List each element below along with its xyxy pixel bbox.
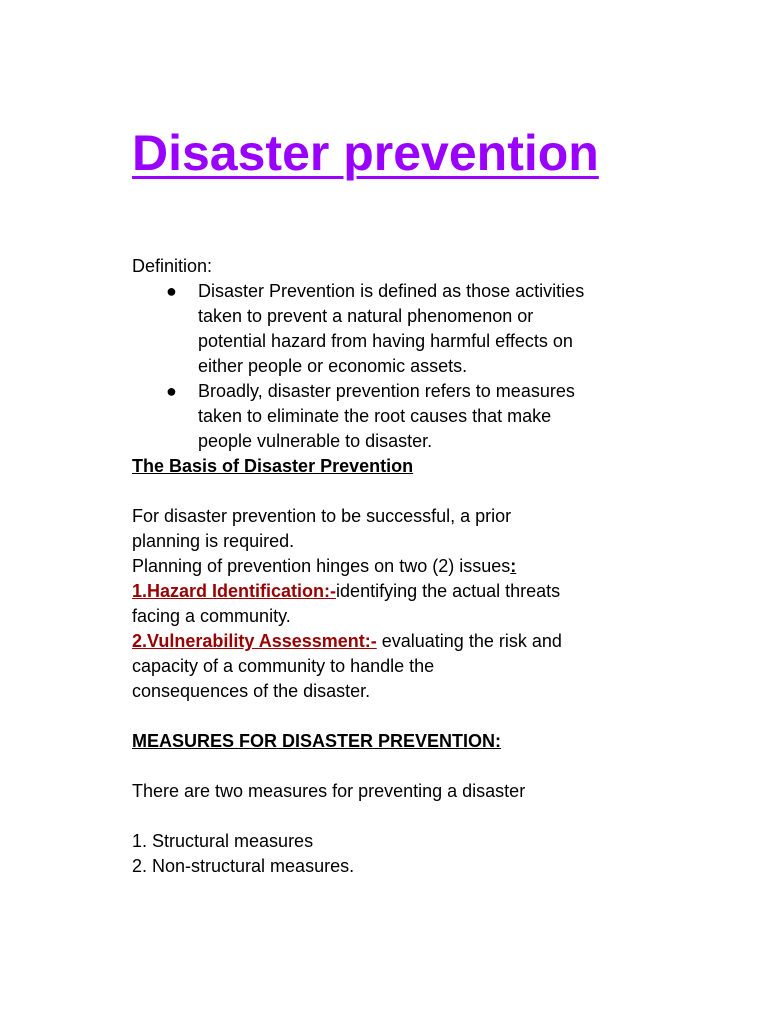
hazard-label: 1.Hazard Identification <box>132 581 325 601</box>
definition-bullet <box>132 279 652 379</box>
bullet-text-line: people vulnerable to disaster. <box>198 431 433 451</box>
hazard-text: identifying the actual threats <box>336 581 561 601</box>
blank-line <box>132 704 652 729</box>
vulnerability-text: evaluating the risk and <box>376 631 562 651</box>
planning-colon: : <box>510 556 517 576</box>
document-body <box>132 254 652 879</box>
basis-text-line: planning is required. <box>132 531 295 551</box>
definition-label: Definition: <box>132 256 213 276</box>
blank-line <box>132 804 652 829</box>
basis-heading: The Basis of Disaster Prevention <box>132 456 414 476</box>
bullet-text-line: Broadly, disaster prevention refers to measures <box>198 381 575 401</box>
page-title: Disaster prevention <box>132 125 599 181</box>
hazard-text-cont: facing a community. <box>132 606 291 626</box>
bullet-text-line: potential hazard from having harmful effects on <box>198 331 573 351</box>
vulnerability-label: 2.Vulnerability Assessment:- <box>132 631 377 651</box>
measures-list-item: 1. Structural measures <box>132 831 314 851</box>
planning-line <box>132 554 652 579</box>
bullet-icon: ● <box>166 381 177 401</box>
bullet-text-line: taken to eliminate the root causes that make <box>198 406 552 426</box>
measures-list-item: 2. Non-structural measures. <box>132 856 355 876</box>
blank-line <box>132 754 652 779</box>
bullet-text-line: either people or economic assets. <box>198 356 468 376</box>
measures-intro: There are two measures for preventing a disaster <box>132 781 526 801</box>
definition-bullet-list <box>132 279 652 454</box>
planning-text: Planning of prevention hinges on two (2) issues <box>132 556 511 576</box>
bullet-text-line: taken to prevent a natural phenomenon or <box>198 306 534 326</box>
vulnerability-text-cont: consequences of the disaster. <box>132 681 371 701</box>
bullet-icon: ● <box>166 281 177 301</box>
vulnerability-text-cont: capacity of a community to handle the <box>132 656 435 676</box>
definition-bullet <box>132 379 652 454</box>
bullet-text-line: Disaster Prevention is defined as those activities <box>198 281 585 301</box>
basis-text-line: For disaster prevention to be successful, a prior <box>132 506 512 526</box>
hazard-separator: :- <box>324 581 337 601</box>
blank-line <box>132 479 652 504</box>
vulnerability-line <box>132 629 652 654</box>
measures-heading: MEASURES FOR DISASTER PREVENTION: <box>132 731 502 751</box>
hazard-line <box>132 579 652 604</box>
